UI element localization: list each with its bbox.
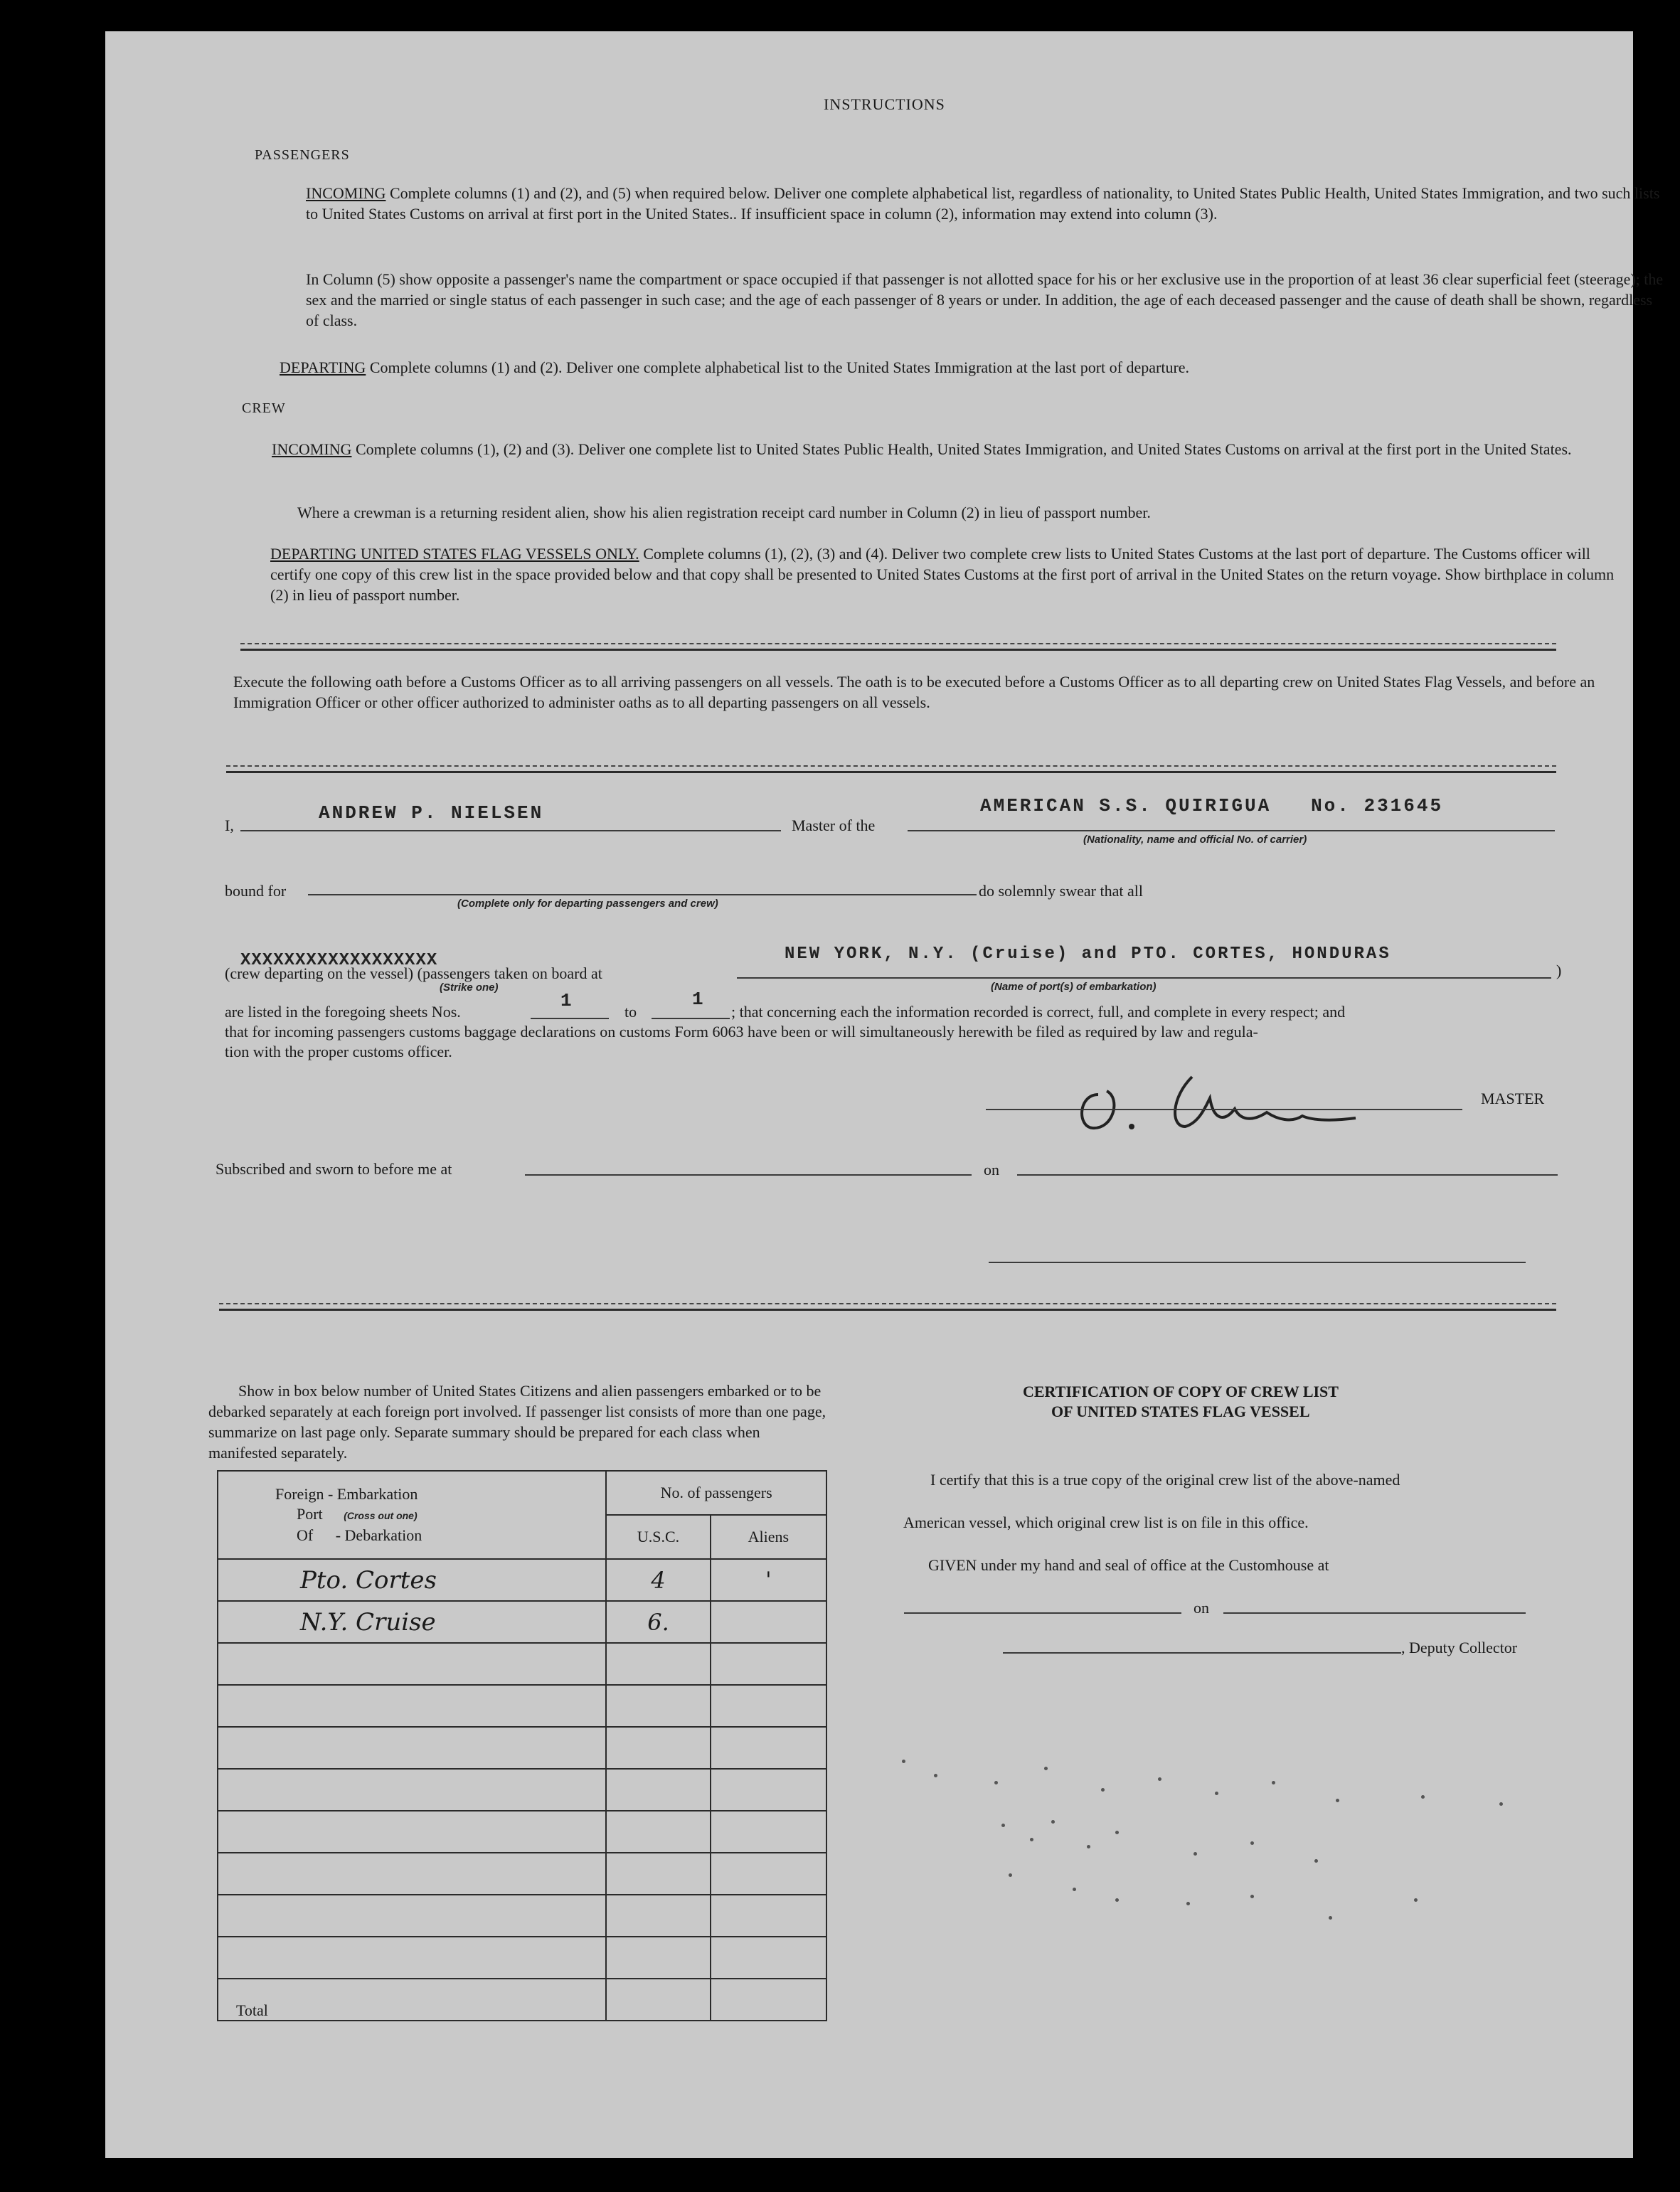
summary-port-cell: [218, 1853, 606, 1895]
summary-aliens-cell: [711, 1895, 826, 1937]
deputy-collector-label: , Deputy Collector: [1401, 1639, 1518, 1656]
crew-departing-paragraph: [270, 543, 1622, 605]
bound-for-caption: (Complete only for departing passengers and crew): [457, 898, 718, 910]
cross-out-caption: (Cross out one): [344, 1510, 418, 1521]
passengers-incoming-text: Complete columns (1) and (2), and (5) when required below. Deliver one complete alphabetical list, regardless of nationality, to United States Public Health, United States Immigration, and two such lists to United States Customs on arrival at first port in the United States.. If insufficient space in column (2), information may extend into column (3).: [306, 184, 1660, 223]
bound-for-line: [308, 894, 977, 895]
summary-box: [217, 1470, 827, 2021]
divider: [240, 643, 1556, 644]
summary-row: [218, 1937, 826, 1979]
divider: [226, 765, 1556, 767]
summary-usc-cell: [606, 1769, 710, 1811]
of-label: Of: [297, 1526, 314, 1544]
summary-port-cell: [218, 1769, 606, 1811]
strike-one-caption: (Strike one): [440, 981, 499, 994]
passengers-departing-label: DEPARTING: [280, 358, 366, 376]
port-header-cell: [218, 1471, 606, 1559]
summary-aliens-cell: [711, 1937, 826, 1979]
certification-on-label: on: [1193, 1599, 1209, 1617]
subscribed-date-line: [1017, 1174, 1558, 1176]
sheets-rest: ; that concerning each the information recorded is correct, full, and complete in every respect; and: [731, 1003, 1346, 1021]
divider: [240, 649, 1556, 651]
aliens-header: Aliens: [711, 1515, 826, 1559]
passengers-column5-paragraph: In Column (5) show opposite a passenger's name the compartment or space occupied if that passenger is not allotted space for his or her exclusive use in the proportion of at least 36 clear superficial feet (steerage); the sex and the married or single status of each passenger in such case; and the age of each passenger of 8 years or under. In addition, the age of each deceased passenger and the cause of death shall be shown, regardless of class.: [306, 270, 1664, 329]
vessel-caption: (Nationality, name and official No. of carrier): [1083, 834, 1307, 846]
summary-aliens-cell: [711, 1853, 826, 1895]
passengers-incoming-paragraph: [306, 183, 1664, 224]
summary-port-cell: [218, 1685, 606, 1727]
port-label: Port: [297, 1505, 323, 1523]
master-signature: [1064, 1055, 1370, 1141]
port-caption: (Name of port(s) of embarkation): [991, 981, 1157, 993]
subscribed-label: Subscribed and sworn to before me at: [216, 1160, 452, 1178]
summary-intro: Show in box below number of United States Citizens and alien passengers embarked or to be debarked separately at each foreign port involved. If passenger list consists of more than one page, summarize on last page only. Separate summary should be prepared for each class when manifested separately.: [208, 1382, 826, 1462]
vessel-line: [908, 830, 1555, 831]
passengers-incoming-label: INCOMING: [306, 184, 386, 202]
subscribed-on-label: on: [984, 1161, 999, 1179]
summary-row: [218, 1601, 826, 1643]
crew-incoming-text: Complete columns (1), (2) and (3). Deliver one complete list to United States Public Health, United States Immigration, and United States Customs on arrival at the first port in the United States.: [355, 440, 1572, 458]
summary-usc-cell: [606, 1937, 710, 1979]
summary-usc-cell: [606, 1811, 710, 1853]
summary-aliens-cell: [711, 1601, 826, 1643]
summary-usc-cell: [606, 1853, 710, 1895]
summary-port-cell: [218, 1727, 606, 1769]
master-name-line: [240, 830, 781, 831]
master-of-label: Master of the: [792, 816, 876, 834]
summary-row: [218, 1769, 826, 1811]
master-name: ANDREW P. NIELSEN: [319, 802, 544, 824]
embarkation-label: - Embarkation: [327, 1485, 418, 1503]
summary-row: [218, 1811, 826, 1853]
certification-text2: American vessel, which original crew list is on file in this office.: [903, 1513, 1309, 1531]
summary-row: [218, 1853, 826, 1895]
to-label: to: [624, 1003, 637, 1021]
oath-i-label: I,: [225, 816, 234, 834]
crew-resident-paragraph: Where a crewman is a returning resident alien, show his alien registration receipt card number in Column (2) in lieu of passport number.: [297, 504, 1151, 521]
summary-aliens-cell: [711, 1769, 826, 1811]
sheet-to-line: [652, 1018, 730, 1019]
summary-usc-cell: [606, 1685, 710, 1727]
sheet-from-line: [531, 1018, 609, 1019]
summary-usc-cell: 4: [606, 1559, 710, 1601]
master-signature-line: [986, 1109, 1462, 1110]
summary-row: [218, 1727, 826, 1769]
summary-port-cell: [218, 1895, 606, 1937]
crew-incoming-label: INCOMING: [272, 440, 352, 458]
summary-usc-cell: 6.: [606, 1601, 710, 1643]
total-usc: [606, 1979, 710, 2021]
certification-text3: GIVEN under my hand and seal of office at the Customhouse at: [928, 1556, 1329, 1574]
sheet-from: 1: [560, 990, 574, 1011]
summary-port-cell: N.Y. Cruise: [218, 1601, 606, 1643]
master-label: MASTER: [1481, 1090, 1545, 1107]
close-paren: ): [1556, 962, 1562, 979]
debarkation-label: - Debarkation: [335, 1526, 422, 1544]
summary-aliens-cell: [711, 1727, 826, 1769]
summary-usc-cell: [606, 1643, 710, 1685]
summary-aliens-cell: ': [711, 1559, 826, 1601]
passengers-departing-text: Complete columns (1) and (2). Deliver one complete alphabetical list to the United States Immigration at the last port of departure.: [369, 358, 1190, 376]
crew-departing-label: DEPARTING UNITED STATES FLAG VESSELS ONLY.: [270, 545, 639, 563]
summary-row: [218, 1685, 826, 1727]
certification-text1: I certify that this is a true copy of the original crew list of the above-named: [930, 1471, 1400, 1489]
subscribed-place-line: [525, 1174, 972, 1176]
port-of-embarkation: NEW YORK, N.Y. (Cruise) and PTO. CORTES, HONDURAS: [785, 945, 1391, 964]
summary-table: [217, 1470, 827, 2021]
strikeout-mark: XXXXXXXXXXXXXXXXXX: [240, 951, 438, 970]
summary-row: [218, 1643, 826, 1685]
certification-date-line: [1223, 1612, 1526, 1614]
summary-port-cell: [218, 1937, 606, 1979]
foreign-label: Foreign: [275, 1485, 324, 1503]
summary-port-cell: Pto. Cortes: [218, 1559, 606, 1601]
divider: [219, 1303, 1556, 1304]
form-page: [105, 31, 1664, 2158]
usc-header: U.S.C.: [606, 1515, 710, 1559]
summary-port-cell: [218, 1811, 606, 1853]
sheets-text: are listed in the foregoing sheets Nos.: [225, 1003, 461, 1021]
passengers-departing-paragraph: [280, 357, 1666, 378]
port-line: [737, 977, 1551, 979]
certification-title-line2: OF UNITED STATES FLAG VESSEL: [1051, 1403, 1310, 1420]
sheets-line3: tion with the proper customs officer.: [225, 1043, 452, 1060]
summary-port-cell: [218, 1643, 606, 1685]
sheets-line2: that for incoming passengers customs baggage declarations on customs Form 6063 have been or will simultaneously herewith be filed as required by law and regula-: [225, 1023, 1258, 1041]
divider: [226, 771, 1556, 773]
swear-text: do solemnly swear that all: [979, 882, 1143, 900]
no-passengers-header: No. of passengers: [606, 1471, 826, 1515]
officer-signature-line: [989, 1262, 1526, 1263]
deputy-signature-line: [1003, 1652, 1401, 1654]
crew-incoming-paragraph: [272, 439, 1623, 459]
total-label: Total: [218, 1979, 606, 2021]
summary-usc-cell: [606, 1895, 710, 1937]
summary-usc-cell: [606, 1727, 710, 1769]
divider: [219, 1309, 1556, 1311]
total-aliens: [711, 1979, 826, 2021]
passengers-heading: PASSENGERS: [255, 147, 350, 163]
summary-aliens-cell: [711, 1811, 826, 1853]
page-title: INSTRUCTIONS: [824, 95, 945, 113]
crew-passengers-text: (crew departing on the vessel) (passengers taken on board at: [225, 964, 602, 982]
bound-for-label: bound for: [225, 882, 287, 900]
crew-departing-text: Complete columns (1), (2), (3) and (4). Deliver two complete crew lists to United States Customs at the last port of departure. The Customs officer will certify one copy of this crew list in the space provided below and that copy shall be presented to United States Customs at the first port of arrival in the United States on the return voyage. Show birthplace in column (2) in lieu of passport number.: [270, 545, 1615, 604]
oath-instruction: Execute the following oath before a Customs Officer as to all arriving passengers on all vessels. The oath is to be executed before a Customs Officer as to all departing crew on United States Flag Vessels, and before an Immigration Officer or other officer authorized to administer oaths as to all departing passengers on all vessels.: [233, 673, 1595, 711]
summary-row: [218, 1559, 826, 1601]
sheet-to: 1: [692, 989, 706, 1010]
summary-aliens-cell: [711, 1685, 826, 1727]
certification-title-line1: CERTIFICATION OF COPY OF CREW LIST: [1023, 1383, 1339, 1400]
summary-row: [218, 1895, 826, 1937]
vessel-name: AMERICAN S.S. QUIRIGUA No. 231645: [980, 795, 1444, 816]
summary-aliens-cell: [711, 1643, 826, 1685]
customhouse-line: [904, 1612, 1181, 1614]
crew-heading: CREW: [242, 400, 286, 416]
